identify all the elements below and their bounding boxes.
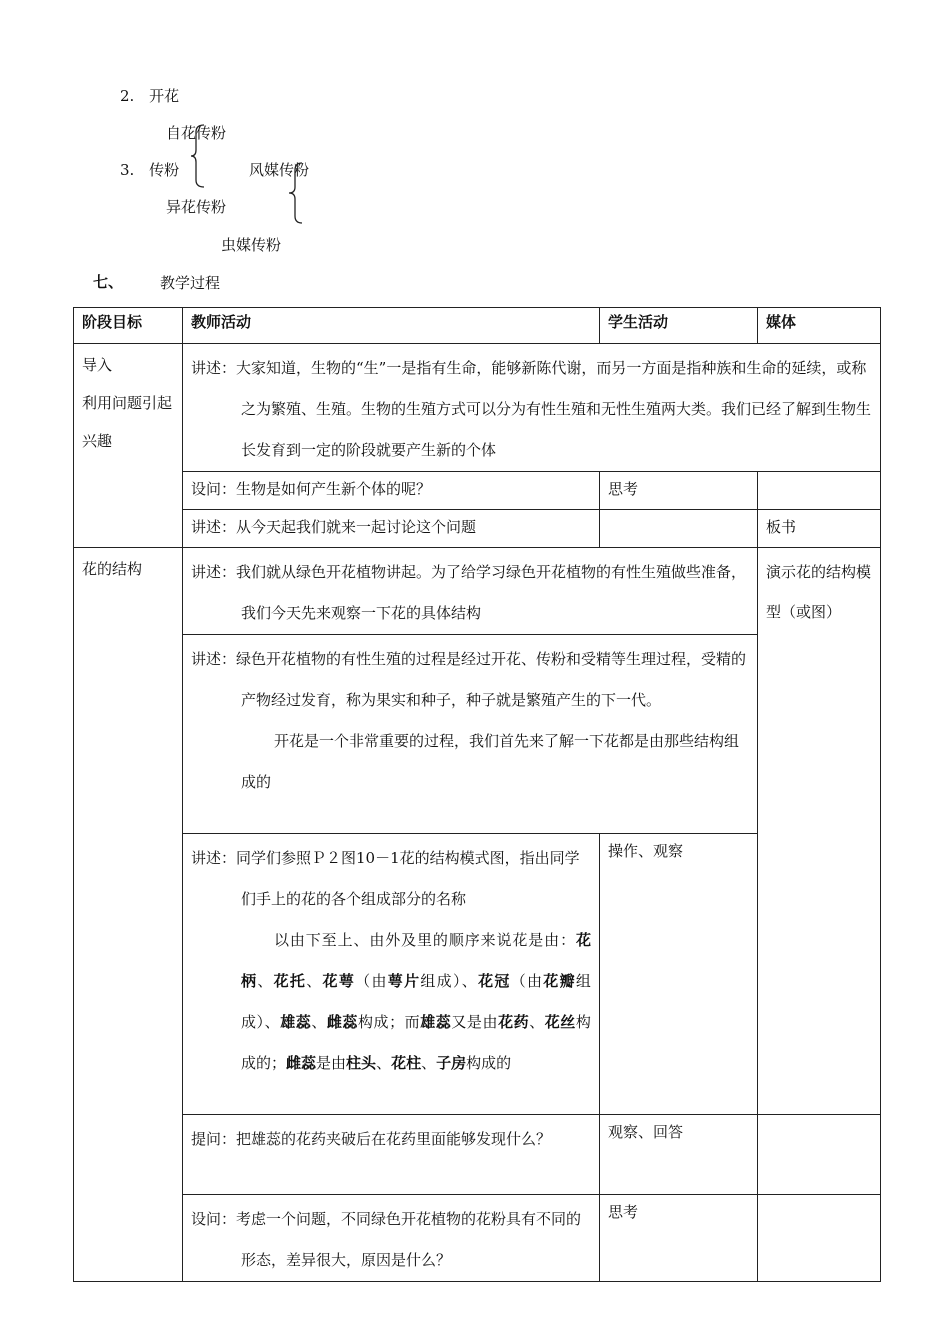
structure-teacher-parts: 讲述：同学们参照Ｐ２图10－1花的结构模式图，指出同学们手上的花的各个组成部分的名称	[191, 849, 580, 908]
flower-part-term: 萼片	[387, 972, 421, 990]
structure-student-think: 思考	[608, 1203, 639, 1221]
flower-part-term: 子房	[436, 1054, 467, 1072]
description-text: 以由下至上、由外及里的顺序来说花是由：	[274, 931, 576, 949]
description-text: 构成的	[466, 1054, 512, 1072]
intro-question: 设问：生物是如何产生新个体的呢？	[191, 480, 432, 498]
header-media: 媒体	[766, 313, 797, 331]
header-stage-goal: 阶段目标	[82, 313, 143, 331]
flower-part-term: 花柱	[391, 1054, 422, 1072]
flower-part-term: 雌蕊	[286, 1054, 317, 1072]
intro-teacher-discuss: 讲述：从今天起我们就来一起讨论这个问题	[191, 518, 477, 536]
flower-part-term: 花瓣	[543, 972, 576, 990]
wind-pollination-label: 风媒传粉	[249, 161, 310, 179]
intro-media-blackboard: 板书	[766, 518, 797, 536]
description-text: 组成）、	[241, 972, 591, 1031]
description-text: 、	[311, 1013, 327, 1031]
flower-part-term: 花托	[273, 972, 307, 990]
structure-teacher-flowering: 开花是一个非常重要的过程，我们首先来了解一下花都是由那些结构组成的	[241, 732, 740, 791]
flower-part-term: 雄蕊	[280, 1013, 312, 1031]
structure-student-answer: 观察、回答	[608, 1123, 684, 1141]
structure-teacher-parts-detail	[183, 920, 599, 1084]
flower-part-term: 花冠	[478, 972, 511, 990]
stage-intro: 导入 利用问题引起兴趣	[82, 356, 173, 450]
structure-media-model: 演示花的结构模型（或图）	[766, 563, 872, 621]
intro-teacher-text: 讲述：大家知道，生物的“生”一是指有生命，能够新陈代谢，而另一方面是指种族和生命的延续，或称之为繁殖、生殖。生物的生殖方式可以分为有性生殖和无性生殖两大类。我们已经了解到生物生长发育到一定的阶段就要产生新的个体	[191, 359, 872, 459]
flower-part-term: 花萼	[322, 972, 356, 990]
description-text: 构成的；	[241, 1013, 591, 1072]
description-text: 是由	[316, 1054, 347, 1072]
outline-item-2	[120, 86, 179, 106]
structure-teacher-ask: 提问：把雄蕊的花药夹破后在花药里面能够发现什么？	[191, 1130, 552, 1148]
insect-pollination-label: 虫媒传粉	[221, 236, 282, 254]
description-text: （由	[510, 972, 544, 990]
outline-item-3-number: 3.	[120, 161, 135, 179]
flower-part-term: 柱头	[346, 1054, 377, 1072]
description-text: 、	[306, 972, 323, 990]
section-number: 七、	[93, 273, 124, 291]
flower-part-term: 花柄	[241, 931, 591, 990]
table-header-row	[74, 308, 881, 344]
description-text: 又是由	[451, 1013, 499, 1031]
structure-teacher-question: 设问：考虑一个问题，不同绿色开花植物的花粉具有不同的形态，差异很大，原因是什么？	[191, 1210, 582, 1269]
self-pollination-label: 自花传粉	[166, 124, 227, 142]
lesson-process-table	[73, 307, 881, 1282]
table-row	[74, 1115, 881, 1195]
stage-flower-structure: 花的结构	[82, 560, 143, 578]
outline-item-2-text: 开花	[149, 87, 180, 105]
table-row	[74, 344, 881, 472]
structure-teacher-process: 讲述：绿色开花植物的有性生殖的过程是经过开花、传粉和受精等生理过程，受精的产物经过发育，称为果实和种子，种子就是繁殖产生的下一代。	[191, 650, 747, 709]
outline-item-3-text: 传粉	[149, 161, 180, 179]
description-text: 、	[376, 1054, 392, 1072]
description-text: 构成；而	[358, 1013, 421, 1031]
description-text: 组成）、	[420, 972, 479, 990]
description-text: 、	[529, 1013, 545, 1031]
header-teacher-activity: 教师活动	[191, 313, 252, 331]
description-text: 、	[421, 1054, 437, 1072]
intro-student-think: 思考	[608, 480, 639, 498]
flower-part-term: 花药	[498, 1013, 530, 1031]
flower-part-term: 花丝	[544, 1013, 576, 1031]
flower-part-term: 雄蕊	[420, 1013, 452, 1031]
pollination-brace	[190, 124, 210, 188]
outline-item-2-number: 2.	[120, 87, 135, 105]
table-row	[74, 510, 881, 548]
cross-pollination-label: 异花传粉	[166, 198, 227, 216]
table-row	[74, 1195, 881, 1282]
structure-teacher-intro: 讲述：我们就从绿色开花植物讲起。为了给学习绿色开花植物的有性生殖做些准备，我们今天先来观察一下花的具体结构	[191, 563, 747, 622]
header-student-activity: 学生活动	[608, 313, 669, 331]
section-title: 教学过程	[160, 274, 221, 292]
outline-item-3	[120, 160, 179, 180]
structure-student-operate: 操作、观察	[608, 842, 684, 860]
flower-part-term: 雌蕊	[326, 1013, 358, 1031]
cross-pollination-brace	[288, 162, 308, 224]
description-text: （由	[355, 972, 388, 990]
table-row	[74, 548, 881, 635]
table-row	[74, 472, 881, 510]
description-text: 、	[257, 972, 274, 990]
